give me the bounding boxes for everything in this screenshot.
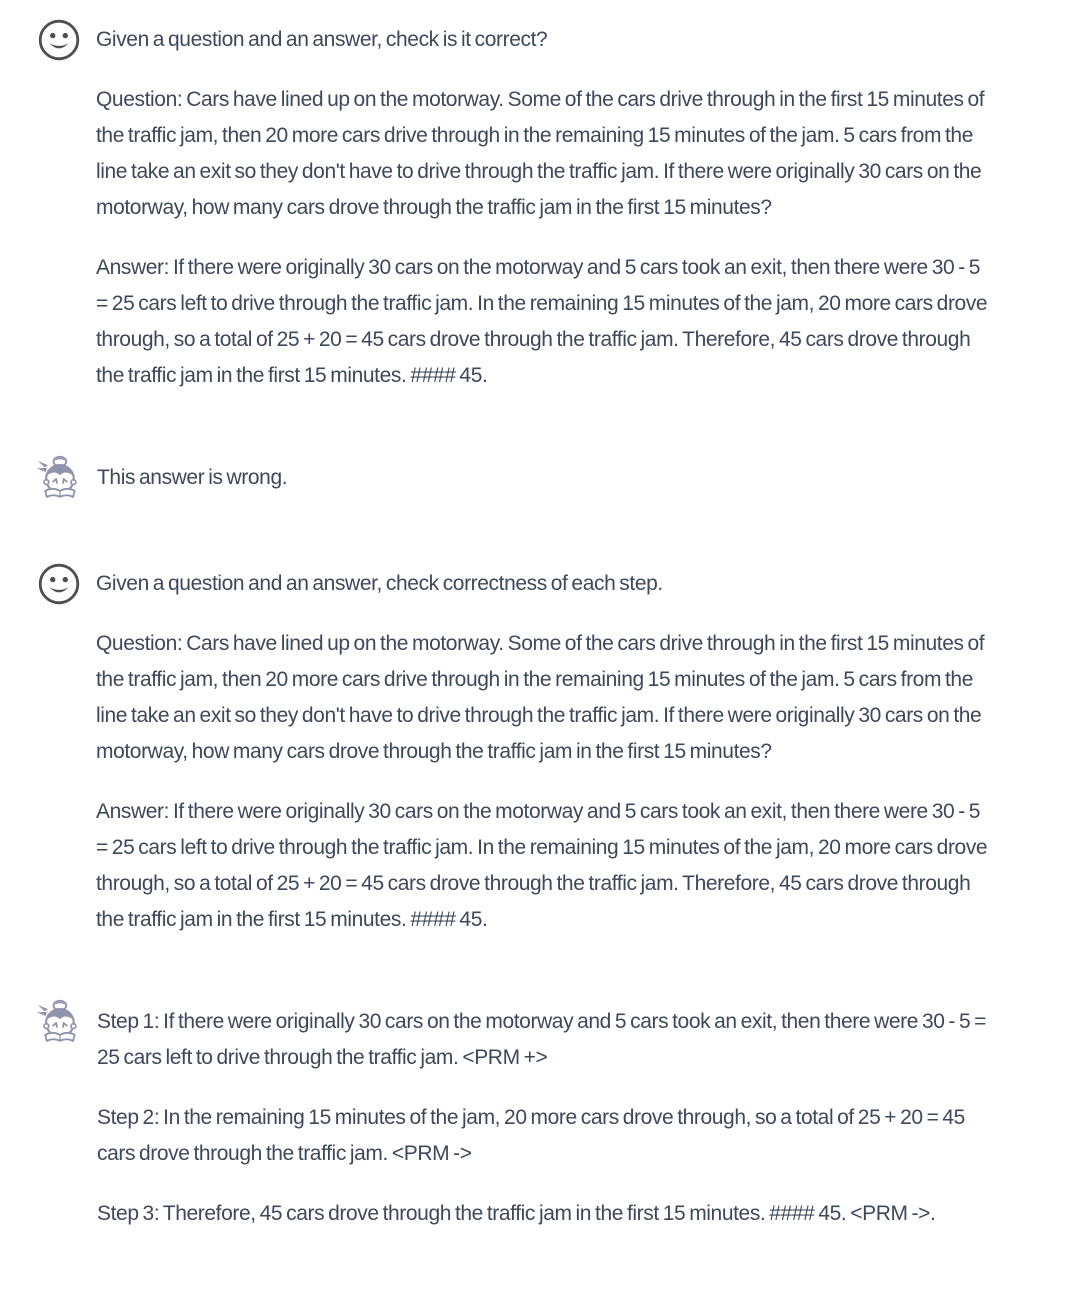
user-avatar: [36, 561, 81, 606]
turn-content: [96, 22, 991, 394]
question-text: Question: Cars have lined up on the motorway. Some of the cars drive through in the first 15 minutes of the traffic jam, then 20 more cars drive through in the remaining 15 minutes of the jam. 5 cars from the line take an exit so they don't have to drive through the traffic jam. If there were originally 30 cars on the motorway, how many cars drove through the traffic jam in the first 15 minutes?: [96, 632, 985, 763]
step-2-text: Step 2: In the remaining 15 minutes of the jam, 20 more cars drove through, so a total of 25 + 20 = 45 cars drove through the traffic jam. <PRM ->: [97, 1106, 965, 1165]
assistant-avatar: [36, 999, 82, 1044]
verdict-text: This answer is wrong.: [97, 466, 288, 489]
assistant-turn-1: [36, 460, 992, 500]
answer-text: Answer: If there were originally 30 cars on the motorway and 5 cars took an exit, then there were 30 - 5 = 25 cars left to drive through the traffic jam. In the remaining 15 minutes of the jam, 20 more cars drove through, so a total of 25 + 20 = 45 cars drove through the traffic jam. Therefore, 45 cars drove through the traffic jam in the first 15 minutes. #### 45.: [96, 256, 988, 387]
user-turn-1: [36, 22, 992, 394]
turn-content: [97, 460, 992, 496]
scholar-mascot-icon: [36, 999, 82, 1045]
assistant-avatar: [36, 455, 82, 500]
scholar-mascot-icon: [36, 455, 82, 501]
smiley-face-icon: [37, 562, 81, 606]
user-avatar: [36, 17, 81, 62]
step-3-text: Step 3: Therefore, 45 cars drove through the traffic jam in the first 15 minutes. #### 45. <PRM ->.: [97, 1202, 936, 1225]
user-turn-2: [36, 566, 992, 938]
turn-content: [97, 1004, 992, 1232]
question-text: Question: Cars have lined up on the motorway. Some of the cars drive through in the first 15 minutes of the traffic jam, then 20 more cars drive through in the remaining 15 minutes of the jam. 5 cars from the line take an exit so they don't have to drive through the traffic jam. If there were originally 30 cars on the motorway, how many cars drove through the traffic jam in the first 15 minutes?: [96, 88, 985, 219]
answer-text: Answer: If there were originally 30 cars on the motorway and 5 cars took an exit, then there were 30 - 5 = 25 cars left to drive through the traffic jam. In the remaining 15 minutes of the jam, 20 more cars drove through, so a total of 25 + 20 = 45 cars drove through the traffic jam. Therefore, 45 cars drove through the traffic jam in the first 15 minutes. #### 45.: [96, 800, 988, 931]
turn-content: [96, 566, 991, 938]
smiley-face-icon: [37, 18, 81, 62]
assistant-turn-2: [36, 1004, 992, 1232]
instruction-text: Given a question and an answer, check correctness of each step.: [96, 572, 663, 595]
instruction-text: Given a question and an answer, check is it correct?: [96, 28, 548, 51]
step-1-text: Step 1: If there were originally 30 cars on the motorway and 5 cars took an exit, then there were 30 - 5 = 25 cars left to drive through the traffic jam. <PRM +>: [97, 1010, 987, 1069]
